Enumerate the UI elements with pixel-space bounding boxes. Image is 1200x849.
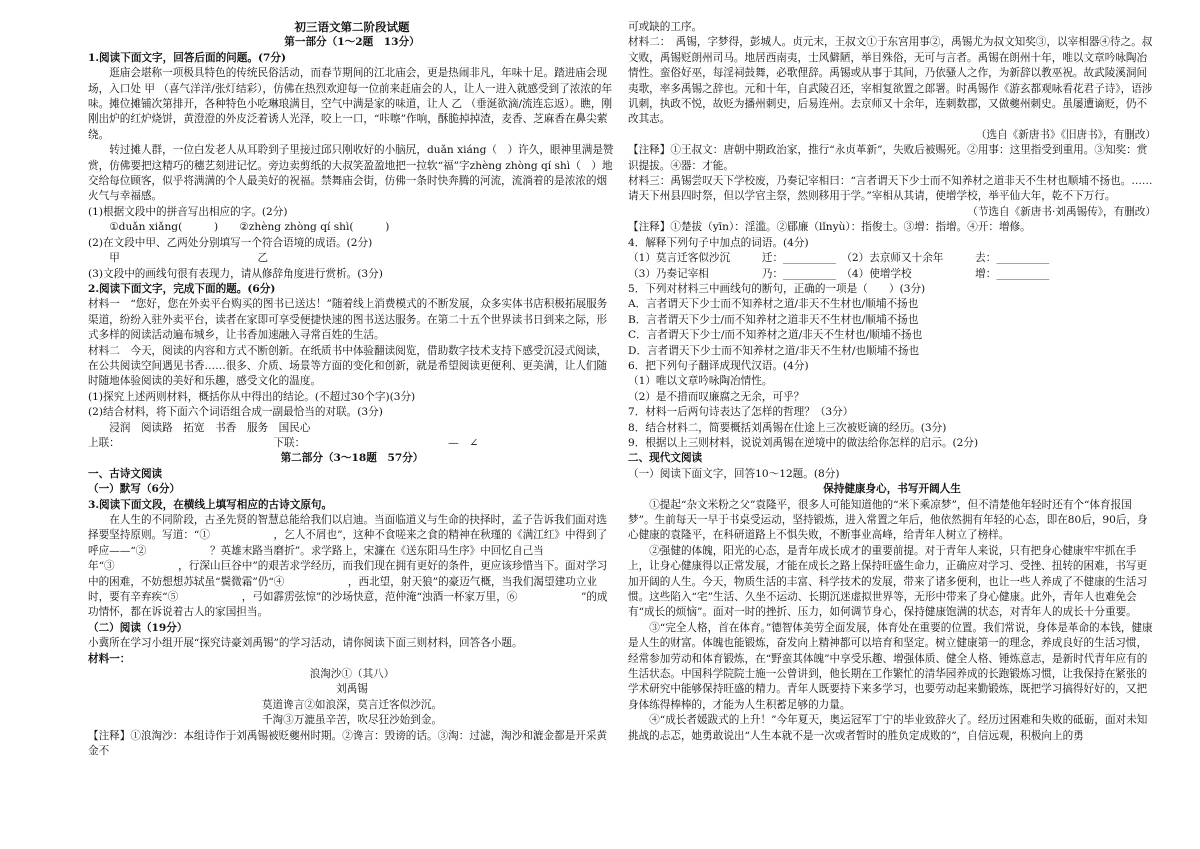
q3-title: 3.阅读下面文段，在横线上填写相应的古诗文原句。 [88, 498, 333, 511]
poem-line-1: 莫道谗言②如浪深，莫言迁客似沙沉。 [261, 698, 443, 711]
q5-option-d: D．言者谓天下少士而不知养材之道/非天不生材/也顺埔不扬也 [628, 344, 920, 357]
q7-question: 7．材料一后两句诗表达了怎样的哲理？（3分） [628, 406, 854, 419]
part1-header: 第一部分（1～2题 13分） [284, 36, 420, 49]
right-column [628, 20, 1156, 744]
q1-sub1: (1)根据文段中的拼音写出相应的字。(2分) [88, 205, 288, 218]
q1-paragraph-1: 逛庙会堪称一项极具特色的传统民俗活动，而春节期间的江北庙会，更是热闹非凡，年味十足。踏进庙会现场，入口处 甲 （喜气洋洋/张灯结彩），仿佛在热烈欢迎每一位前来赶庙会的人，让人一进入就感受到了浓浓的年味。摊位摊铺次第排开，各种特色小吃琳琅满目，空气中满是家的味道，让人 乙 （垂涎欲滴/流连忘返）。瞧，刚刚出炉的红炉烧饼，黄澄澄的外皮泛着诱人光泽，咬上一口，“咔嚓”作响，酥脆掉掉渣，麦香、芝麻香在鼻尖萦绕。 [88, 67, 613, 141]
q1-sub3: (3)文段中的画线句很有表现力，请从修辞角度进行赏析。(3分) [88, 267, 383, 280]
exam-title: 初三语文第二阶段试题 [294, 20, 410, 34]
q6-question: 6．把下列句子翻译成现代汉语。(4分) [628, 359, 809, 372]
q6-item-1: （1）唯以文章吟咏陶冶情性。 [628, 375, 773, 388]
q5-option-c: C．言者谓天下少士/而不知养材之道/非天不生材也/顺埔不扬也 [628, 329, 923, 342]
poem-author: 刘禹锡 [336, 683, 368, 696]
poem-title: 浪淘沙①（其八） [309, 668, 395, 681]
essay-paragraph-2: ②强健的体魄，阳光的心态，是青年成长成才的重要前提。对于青年人来说，只有把身心健康牢牢抓在手上，让身心健康得以正常发展，才能在成长之路上保持旺盛生命力，正确应对学习、受挫、扭转的困难，书写更加开阔的人生。今天，物质生活的丰富、科学技术的发展，带来了诸多便利，也让一些人养成了不健康的生活习惯。这些陷入“宅”生活、久坐不运动、长期沉迷虚拟世界等，无形中带来了身心健康。此外，青年人也难免会有“成长的烦恼”。面对一时的挫折、压力，如何调节身心，保持健康饱满的状态，对青年人的成长十分重要。 [628, 544, 1148, 619]
q2-material-1: 材料一 “您好，您在外卖平台购买的图书已送达！”随着线上消费模式的不断发展，众多实体书店积极拓展服务渠道，纷纷入驻外卖平台，读者在家即可享受便捷快速的图书送达服务。在第二十五个世界读书日到来之际，形式多样的阅读活动遍布城乡，让书香加速融入寻常百姓的生活。 [88, 298, 608, 342]
section-1-1-heading: （一）默写（6分） [88, 483, 181, 496]
q1-sub1-answer-line: ①duǎn xiǎng( ) ②zhèng zhòng qí shì( ) [109, 221, 390, 234]
material-3: 材料三：禹锡尝叹天下学校废，乃奏记宰相曰：“言者谓天下少士而不知养材之道非天不生材也顺埔不扬也。……请天下州县四时祭，但以学官主祭，然则移用于学。”宰相从其请，使增学校，举平仙大年，乾不下万行。 [628, 175, 1153, 203]
q5-option-a: A．言者谓天下少士而不知养材之道/非天不生材也/顺埔不扬也 [628, 298, 919, 311]
section-2-1-heading: （一）阅读下面文字，回答10～12题。(8分) [628, 467, 840, 480]
poem-note: 【注释】①浪淘沙：本组诗作于刘禹锡被贬夔州时期。②谗言：毁谤的话。③淘：过滤，淘沙和漉金都是开采黄金不 [88, 729, 608, 758]
q4-question: 4．解释下列句子中加点的词语。(4分) [628, 236, 809, 249]
q2-sub2: (2)结合材料，将下面六个词语组合成一副最恰当的对联。(3分) [88, 406, 383, 419]
q2-sub1: (1)探究上述两则材料，概括你从中得出的结论。(不超过30个字)(3分) [88, 390, 416, 403]
section-1-2-heading: （二）阅读（19分） [88, 621, 188, 634]
q5-option-b: B．言者谓天下少士/而不知养材之道非天不生材也/顺埔不扬也 [628, 313, 919, 326]
q1-sub2-answer-line: 甲 乙 [109, 252, 269, 265]
material-3-note: 【注释】①楚拔（yīn）：淫滥。②郿廉（lǐnyù）：指俊士。③增：指增。④开：增修。 [628, 221, 1031, 234]
q4-intro: 小冀所在学习小组开展“探究诗豪刘禹锡”的学习活动，请你阅读下面三则材料，回答各小题。 [88, 637, 523, 650]
q8-question: 8．结合材料二，简要概括刘禹锡在仕途上三次被贬谪的经历。(3分) [628, 421, 947, 434]
essay-paragraph-4: ④“成长者媛跋式的上升！”今年夏天，奥运冠军丁宁的毕业致辞火了。经历过困难和失败的砥砺，面对未知挑战的忐忑，她勇敢说出“人生本就不是一次或者暂时的胜负定成败的”，自信远观，积极向上的勇 [628, 714, 1148, 742]
poem-line-2: 千淘③万漉虽辛苦，吹尽狂沙始到金。 [261, 714, 443, 727]
note-continuation: 可或缺的工序。 [628, 21, 703, 33]
q3-paragraph: 在人生的不同阶段，古圣先贤的智慧总能给我们以启迪。当面临道义与生命的抉择时，孟子告诉我们面对选择要坚持原则。写道：“① ，乞人不屑也”，这种不食嗟来之食的精神在秋瑾的《满江红》中得到了呼应——“② ？英雄末路当磨折”。求学路上，宋濂在《送东阳马生序》中回忆自己当年“③ ，行深山巨谷中”的艰苦求学经历，而我们现在拥有更好的条件，更应该珍惜当下。面对学习中的困难，不妨想想苏轼虽“鬓微霜”仍“④ ，西北望，射天狼”的豪迈气概，当我们渴望建功立业时，要有辛弃疾“⑤ ，弓如霹雳弦惊”的沙场快意，范仲淹“浊酒一杯家万里，⑥ ”的成功情怀，都在诉说着古人的家国担当。 [88, 514, 608, 619]
q9-question: 9．根据以上三则材料，说说刘禹锡在逆境中的做法给你怎样的启示。(2分) [628, 436, 979, 449]
material-2-source: （选自《新唐书》《旧唐书》，有删改） [975, 128, 1156, 141]
q2-words: 浸润 阅读路 拓宽 书香 服务 国民心 [109, 421, 311, 434]
section-1-heading: 一、古诗文阅读 [88, 467, 163, 480]
material-2: 材料二： 禹锡，字梦得，彭城人。贞元末，王叔文①于东宫用事②，禹锡尤为叔文知奖③，以宰相器④待之。叔文败，禹锡贬朗州司马。地居西南夷，士风僻陋，举目殊俗，无可与言者。禹锡在朗州十年，唯以文章吟咏陶冶情性。蛮俗好巫，每淫祠鼓舞，必歌俚辞。禹锡或从事于其间，乃依骚人之作，为新辞以教巫祝。故武陵溪洞间夷歌，率多禹锡之辞也。元和十年，自武陵召还，宰相复欲置之郎署。时禹锡作《游玄都观咏看花君子诗》，语涉讥刺，执政不悦，故贬为播州刺史，后易连州。去京师又十余年，连刺数郡，又做夔州刺史。虽屡遭谪贬，仍不改其志。 [628, 36, 1153, 126]
part2-header: 第二部分（3～18题 57分） [280, 452, 424, 465]
material-2-note: 【注释】①王叔文：唐朝中期政治家，推行“永贞革新”，失败后被赐死。②用事：这里指受到重用。③知奖：赏识提拔。④器：才能。 [628, 144, 1148, 172]
q2-material-2: 材料二 今天，阅读的内容和方式不断创新。在纸质书中体验翻读阅览，借助数字技术支持下感受沉浸式阅读，在公共阅读空间遇见书香……很多、介质、场景等方面的变化和创新，就是希望阅读更便利、更美满，让人们随时随地体验阅读的美好和乐趣，感受文化的温度。 [88, 344, 608, 388]
essay-title: 保持健康身心，书写开阔人生 [823, 483, 961, 496]
q6-item-2: （2）是不措而叹廉腐之无余，可乎？ [628, 390, 805, 403]
q1-sub2: (2)在文段中甲、乙两处分别填写一个符合语境的成语。(2分) [88, 236, 373, 249]
essay-paragraph-1: ①提起“杂文米粉之父”袁隆平，很多人可能知道他的“米下乘凉梦”，但不清楚他年轻时还有个“体育报国梦”。生前每天一早于书桌受运动，坚持锻炼，进入常置之年后，他依然拥有年轻的心态，即在80后，90后，身心健康的袁隆平，在科研道路上不惧失败，不断事业高峰，给青年人树立了榜样。 [628, 498, 1148, 542]
q5-question: 5．下列对材料三中画线句的断句，正确的一项是（ ）(3分) [628, 282, 926, 295]
section-2-heading: 二、现代文阅读 [628, 452, 703, 465]
q1-paragraph-2: 转过摊人群，一位白发老人从耳聆到子里接过邱只刚收好的小脑尻，duǎn xiáng（ ）许久，眼神里满是赞赏，仿佛要把这精巧的穗艺刻进记忆。旁边卖剪纸的大叔笑盈盈地把一拉软“福”字zhèng zhòng qí shì（ ）地交给每位顾客，似乎将满满的个人最美好的祝福。禁舞庙会街，仿佛一条时快奔腾的河流，流淌着的是浓浓的烟火气与幸福感。 [88, 144, 614, 203]
q2-title: 2.阅读下面文字，完成下面的题。(6分) [88, 282, 276, 295]
essay-paragraph-3: ③“完全人格，首在体育。”德智体美劳全面发展，体育处在重要的位置。我们常说，身体是革命的本钱，健康是人生的财富。体魄也能锻炼，奋发向上精神都可以培育和坚定。树立健康第一的理念，养成良好的生活习惯，经常参加劳动和体育锻炼，在“野蛮其体魄”中享受乐趣、增强体质、健全人格、锤炼意志，是新时代青年应有的生活状态。中国科学院院士施一公曾讲到，他长期在工作繁忙的清华园养成的长跑锻炼习惯，让我保持在紧张的学术研究中能够保持旺盛的精力。青年人既要持下来多学习，也要劳动起来勤锻炼，既把学习搞得好好的，又把身体练得棒棒的，才能为人生积蓄足够的力量。 [628, 621, 1153, 711]
q1-title: 1.阅读下面文字，回答后面的问题。(7分) [88, 51, 286, 64]
q4-item-line-1: （1）莫言迁客似沙沉 迁：__________ （2）去京师又十余年 去：__________ [628, 252, 1050, 265]
q4-item-line-2: （3）乃奏记宰相 乃：__________ （4）使增学校 增：__________ [628, 267, 1050, 280]
left-column [88, 20, 616, 760]
q2-couplet-line: 上联： 下联： — ∠ [88, 436, 479, 449]
material-1-label: 材料一： [88, 652, 131, 665]
material-3-source: （节选自《新唐书·刘禹锡传》，有删改） [967, 205, 1156, 218]
